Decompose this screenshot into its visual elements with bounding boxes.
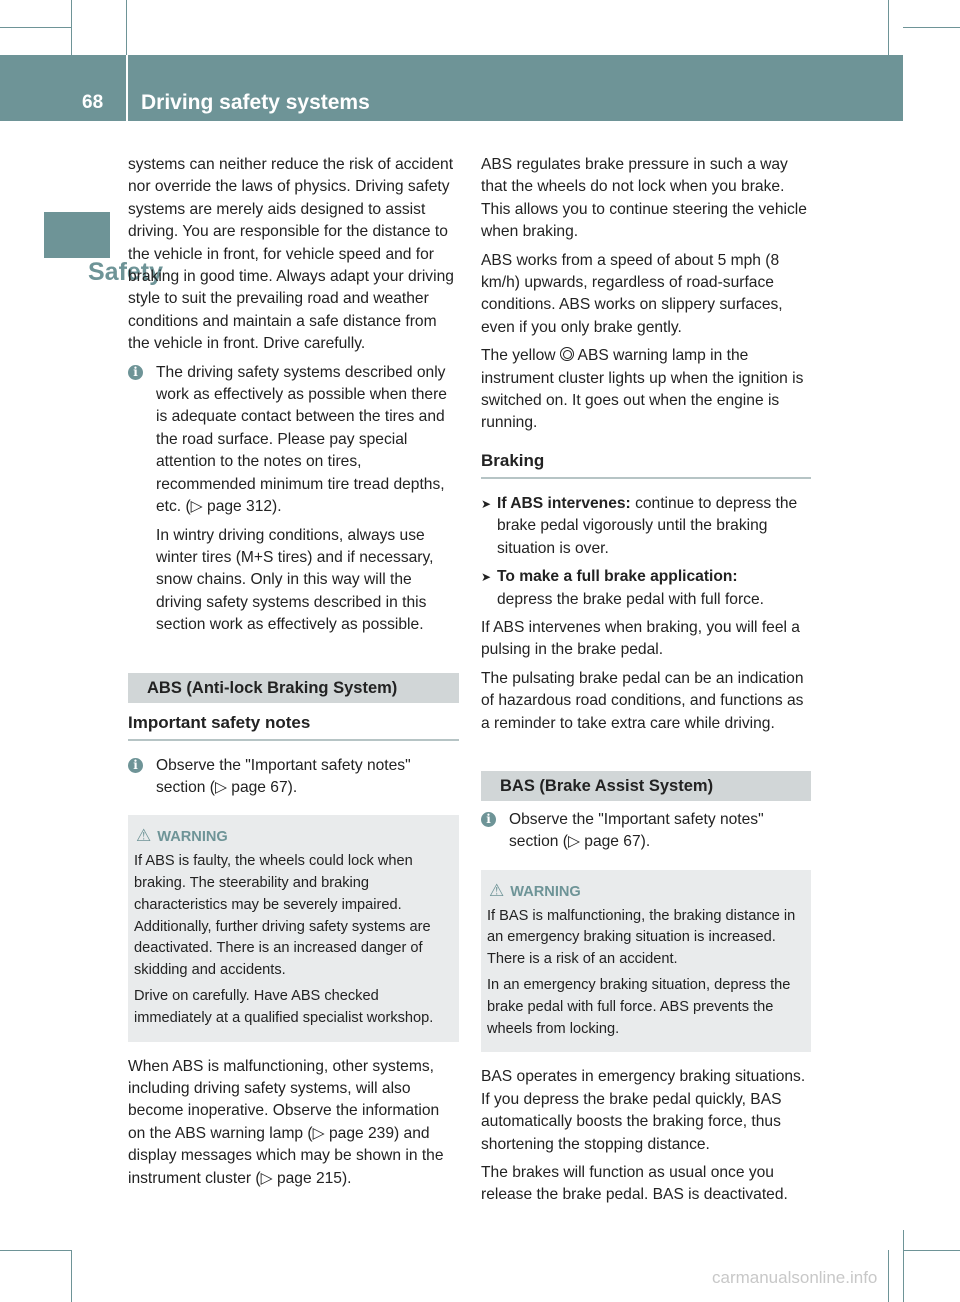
warning-box-abs	[128, 815, 459, 1041]
important-notes-heading: Important safety notes	[128, 711, 459, 741]
watermark: carmanualsonline.info	[712, 1268, 878, 1287]
crop-mark	[903, 27, 960, 28]
right-column	[481, 154, 811, 1213]
crop-mark	[888, 0, 889, 55]
info-text: Observe the "Important safety notes" section (▷ page 67).	[509, 810, 764, 851]
warning-triangle-icon: ⚠	[489, 880, 505, 900]
header-divider	[126, 55, 128, 121]
page-ref-link[interactable]: page 215).	[276, 1169, 352, 1187]
info-text: The driving safety systems described only work as effectively as possible when there is adequate contact between the tires and the road surface. Please pay special attention to the notes on tires, recommended minimum tire tread depths, etc. (▷ page 312).	[156, 363, 447, 516]
info-icon: i	[481, 812, 496, 827]
page-ref-link[interactable]: page 312).	[207, 498, 282, 516]
page-ref-arrow-icon: ▷	[214, 778, 227, 796]
warning-text: Drive on carefully. Have ABS checked immediately at a qualified specialist workshop.	[134, 987, 434, 1026]
warning-header: ⚠ WARNING	[136, 826, 228, 846]
info-note-safety	[128, 755, 459, 800]
crop-mark	[903, 1230, 904, 1302]
bas-paragraph: BAS operates in emergency braking situations. If you depress the brake pedal quickly, BAS automatically boosts the braking force, thus shortening the stopping distance.	[481, 1068, 806, 1153]
info-note-bas	[481, 809, 811, 854]
abs-paragraph: ABS works from a speed of about 5 mph (8 km/h) upwards, regardless of road-surface conditions. ABS works on slippery surfaces, even if you only brake gently.	[481, 251, 783, 336]
crop-mark	[71, 1250, 72, 1302]
crop-mark	[0, 1250, 71, 1251]
abs-lamp-paragraph: The yellow ABS warning lamp in the instrument cluster lights up when the ignition is switched on. It goes out when the engine is running.	[481, 347, 804, 432]
braking-heading: Braking	[481, 449, 811, 479]
info-icon: i	[128, 365, 143, 380]
step-arrow-icon: ➤	[481, 496, 492, 511]
abs-warning-lamp-icon	[560, 347, 574, 361]
bas-paragraph: The brakes will function as usual once you release the brake pedal. BAS is deactivated.	[481, 1163, 788, 1204]
warning-text: If ABS is faulty, the wheels could lock when braking. The steerability and braking characteristics may be severely impaired. Additionally, further driving safety systems are deactivated. There is an increased danger of skidding and accidents.	[134, 853, 431, 979]
page-ref-arrow-icon: ▷	[190, 498, 203, 516]
side-tab-box	[44, 212, 110, 258]
crop-mark	[126, 0, 127, 55]
info-icon: i	[128, 758, 143, 773]
page-ref-arrow-icon: ▷	[567, 833, 580, 851]
info-note-tires	[128, 362, 459, 637]
page-ref-arrow-icon: ▷	[260, 1169, 273, 1187]
abs-paragraph: ABS regulates brake pressure in such a way that the wheels do not lock when you brake. This allows you to continue steering the vehicle when braking.	[481, 156, 807, 241]
bas-section-heading: BAS (Brake Assist System)	[481, 771, 811, 801]
step-item: ➤ To make a full brake application: depress the brake pedal with full force.	[481, 568, 764, 608]
warning-header: ⚠ WARNING	[489, 880, 581, 900]
page-ref-link[interactable]: page 67).	[231, 778, 298, 796]
side-tab-label: Safety	[88, 258, 164, 286]
warning-text: In an emergency braking situation, depress the brake pedal with full force. ABS prevents the wheels from locking.	[487, 976, 791, 1037]
page-ref-link[interactable]: page 239) and display messages which may be shown in the instrument cluster (	[128, 1124, 444, 1187]
step-item: ➤ If ABS intervenes: continue to depress the brake pedal vigorously until the braking situation is over.	[481, 494, 798, 557]
page-ref-link[interactable]: page 67).	[584, 833, 651, 851]
intro-paragraph: systems can neither reduce the risk of accident nor override the laws of physics. Driving safety systems are merely aids designed to assist driving. You are responsible for the distance to the vehicle in front, for vehicle speed and for braking in good time. Always adapt your driving style to suit the prevailing road and weather conditions and maintain a safe distance from the vehicle in front. Drive carefully.	[128, 156, 454, 353]
page-ref-arrow-icon: ▷	[312, 1124, 325, 1142]
braking-paragraph: The pulsating brake pedal can be an indication of hazardous road conditions, and functions as a reminder to take extra care while driving.	[481, 669, 804, 732]
outro-paragraph: When ABS is malfunctioning, other systems, including driving safety systems, will also become inoperative. Observe the information on the ABS warning lamp (▷ page 239) and display messages which may be shown in the instrument cluster (▷ page 215).	[128, 1057, 444, 1187]
section-title: Driving safety systems	[141, 91, 370, 114]
page-number: 68	[82, 92, 104, 113]
warning-box-bas	[481, 870, 811, 1053]
warning-triangle-icon: ⚠	[136, 826, 152, 846]
crop-mark	[71, 0, 72, 55]
step-arrow-icon: ➤	[481, 570, 492, 585]
info-text: In wintry driving conditions, always use winter tires (M+S tires) and if necessary, snow chains. Only in this way will the driving safety systems described in this section work as effectively as possible.	[156, 526, 434, 634]
braking-paragraph: If ABS intervenes when braking, you will feel a pulsing in the brake pedal.	[481, 618, 800, 659]
crop-mark	[0, 27, 71, 28]
left-column	[128, 154, 459, 1196]
warning-text: If BAS is malfunctioning, the braking distance in an emergency braking situation is increased. There is a risk of an accident.	[487, 907, 796, 968]
crop-mark	[888, 1250, 889, 1302]
crop-mark	[903, 1250, 960, 1251]
header-bar	[0, 55, 903, 121]
abs-section-heading: ABS (Anti-lock Braking System)	[128, 673, 459, 703]
info-text: Observe the "Important safety notes" section (▷ page 67).	[156, 756, 411, 796]
